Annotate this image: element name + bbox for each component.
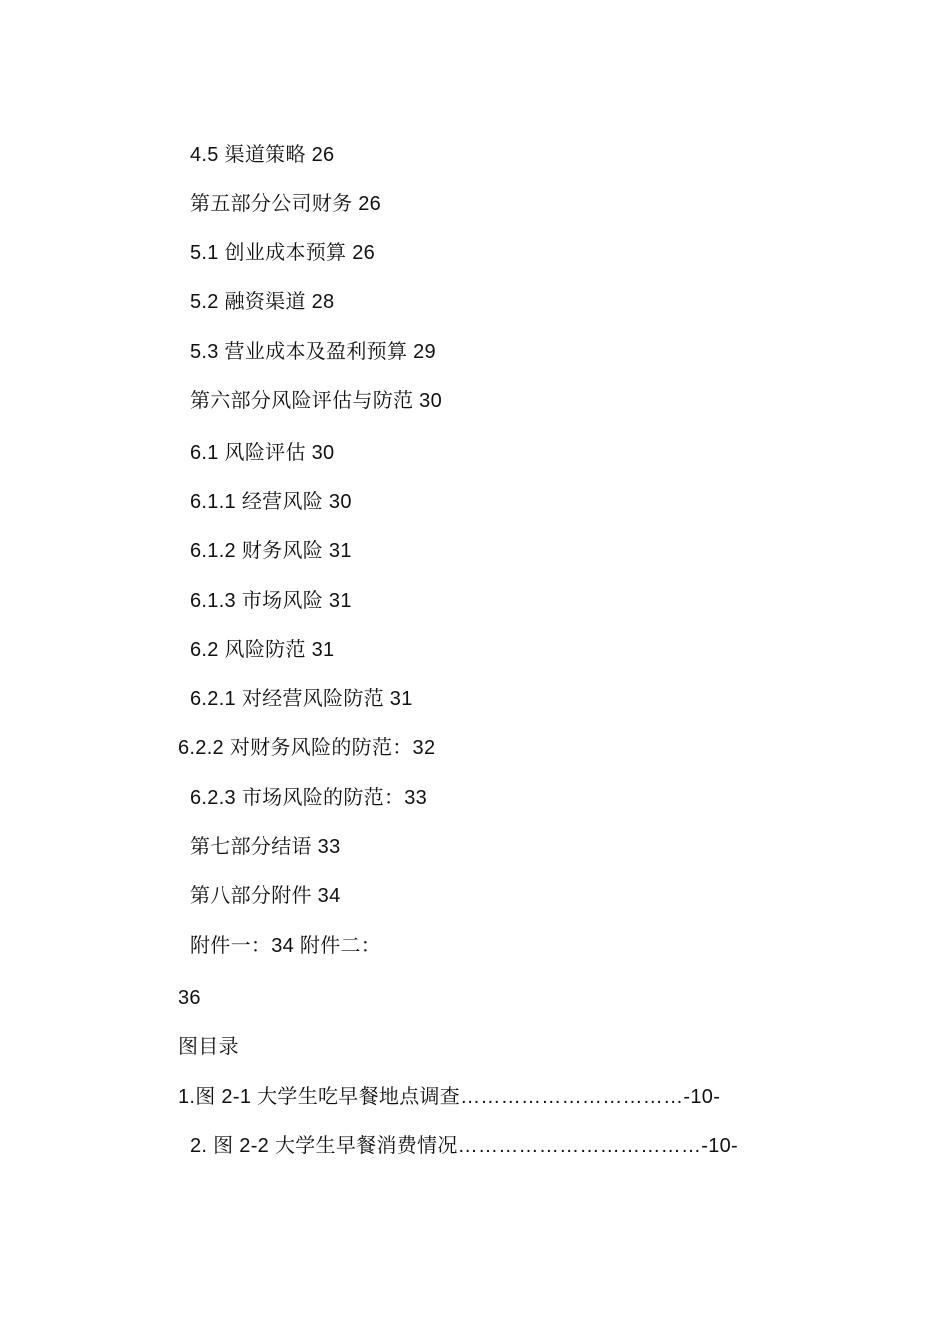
toc-entry-6-1-1: 6.1.1 经营风险 30 [190,491,352,513]
toc-entry-6-1: 6.1 风险评估 30 [190,442,335,464]
toc-entry-6-1-2: 6.1.2 财务风险 31 [190,540,352,562]
figure-index-entry-2: 2. 图 2-2 大学生早餐消费情况………………………………-10- [190,1135,739,1157]
toc-entry-6-2: 6.2 风险防范 31 [190,639,335,661]
toc-entry-6-2-2: 6.2.2 对财务风险的防范：32 [178,737,436,759]
toc-entry-6-1-3: 6.1.3 市场风险 31 [190,590,352,612]
toc-entry-5-1: 5.1 创业成本预算 26 [190,242,376,264]
figure-index-heading: 图目录 [178,1036,239,1058]
toc-entry-4-5: 4.5 渠道策略 26 [190,144,335,166]
toc-entry-5-2: 5.2 融资渠道 28 [190,291,335,313]
toc-entry-part-5: 第五部分公司财务 26 [190,193,382,215]
toc-entry-appendix: 附件一：34 附件二： [190,935,382,957]
toc-entry-part-6: 第六部分风险评估与防范 30 [190,390,443,412]
toc-entry-5-3: 5.3 营业成本及盈利预算 29 [190,341,436,363]
figure-index-entry-1: 1.图 2-1 大学生吃早餐地点调查……………………………-10- [178,1086,721,1108]
toc-entry-appendix-page: 36 [178,987,201,1009]
toc-entry-6-2-3: 6.2.3 市场风险的防范：33 [190,787,428,809]
toc-entry-part-8: 第八部分附件 34 [190,885,341,907]
toc-entry-6-2-1: 6.2.1 对经营风险防范 31 [190,688,413,710]
toc-entry-part-7: 第七部分结语 33 [190,836,341,858]
